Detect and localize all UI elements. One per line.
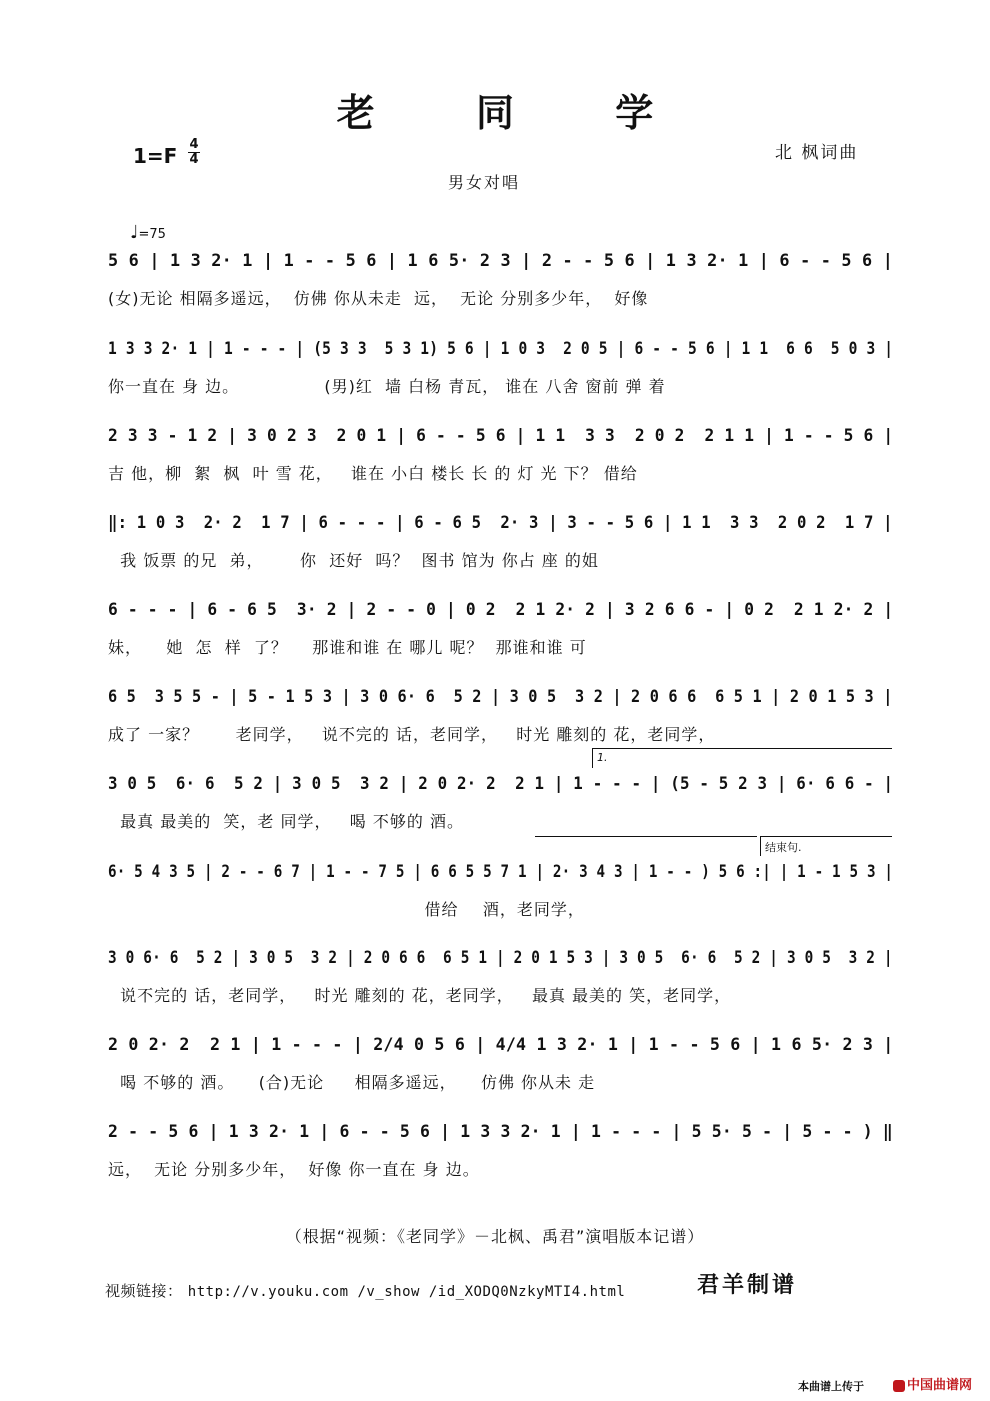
staff-notes: 2 - - 5 6 | 1 3 2· 1 | 6 - - 5 6 | 1 3 3 2· 1 | 1 - - - | 5 5· 5 - | 5 - - ) ‖ [108,1122,893,1142]
video-url[interactable]: http://v.youku.com /v_show /id_XODQ0NzkyMTI4.html [187,1284,626,1300]
staff-notes: 2 3 3 - 1 2 | 3 0 2 3 2 0 1 | 6 - - 5 6 | 1 1 3 3 2 0 2 2 1 1 | 1 - - 5 6 | [108,426,894,446]
time-sig-top: 4 [189,137,199,152]
staff-row [108,860,893,924]
staff-notes: 3 0 6· 6 5 2 | 3 0 5 3 2 | 2 0 6 6 6 5 1 | 2 0 1 5 3 | 3 0 5 6· 6 5 2 | 3 0 5 3 2 | [108,948,893,968]
staff-notes: 1 3 3 2· 1 | 1 - - - | (5 3 3 5 3 1) 5 6 | 1 0 3 2 0 5 | 6 - - 5 6 | 1 1 6 6 5 0 3 | [108,339,894,359]
staff-row [108,337,893,401]
staff-notes: ‖: 1 0 3 2· 2 1 7 | 6 - - - | 6 - 6 5 2· 3 | 3 - - 5 6 | 1 1 3 3 2 0 2 1 7 | [108,513,893,533]
site-logo[interactable] [893,1374,972,1393]
video-link [105,1280,625,1301]
staff-lyrics: 你一直在 身 边。 (男)红 墙 白杨 青瓦， 谁在 八舍 窗前 弹 着 [108,377,666,396]
staff-row [108,685,893,749]
staff-notes: 5 6 | 1 3 2· 1 | 1 - - 5 6 | 1 6 5· 2 3 | 2 - - 5 6 | 1 3 2· 1 | 6 - - 5 6 | [108,251,894,271]
first-ending-label: 1. [597,751,608,764]
composer-credit: 北 枫词曲 [775,143,859,163]
transcriber-signature: 君羊制谱 [697,1272,798,1298]
tempo-marking [130,222,166,243]
staff-lyrics: 妹， 她 怎 样 了？ 那谁和谁 在 哪儿 呢？ 那谁和谁 可 [108,638,587,657]
staff-row [108,424,893,488]
staff-notes: 3 0 5 6· 6 5 2 | 3 0 5 3 2 | 2 0 2· 2 2 1 | 1 - - - | (5 - 5 2 3 | 6· 6 6 - | [108,774,894,794]
staff-lyrics: 吉 他，柳 絮 枫 叶 雪 花， 谁在 小白 楼长 长 的 灯 光 下？ 借给 [108,464,638,483]
upload-credit: 本曲谱上传于 [798,1380,864,1393]
tempo-value: =75 [138,227,166,242]
quarter-note-icon: ♩ [130,222,139,243]
staff-lyrics: 说不完的 话，老同学， 时光 雕刻的 花，老同学， 最真 最美的 笑，老同学， [108,986,732,1005]
staff-row [108,1033,893,1097]
time-sig-bottom: 4 [189,152,199,167]
staff-lyrics: 最真 最美的 笑，老 同学， 喝 不够的 酒。 [108,812,464,831]
staff-lyrics: 我 饭票 的兄 弟， 你 还好 吗？ 图书 馆为 你占 座 的姐 [108,551,599,570]
song-title: 老 同 学 [336,90,698,135]
site-name: 中国曲谱网 [907,1378,973,1393]
time-signature [188,138,200,167]
first-ending-bracket [592,748,892,768]
second-ending-label: 结束句. [765,841,802,854]
source-note: （根据“视频：《老同学》－北枫、禹君”演唱版本记谱） [285,1227,705,1246]
staff-row [108,1120,893,1184]
staff-lyrics: 成了 一家？ 老同学， 说不完的 话，老同学， 时光 雕刻的 花，老同学， [108,725,716,744]
staff-row [108,946,893,1010]
staff-lyrics: (女)无论 相隔多遥远， 仿佛 你从未走 远， 无论 分别多少年， 好像 [108,289,649,308]
staff-notes: 6 - - - | 6 - 6 5 3· 2 | 2 - - 0 | 0 2 2 1 2· 2 | 3 2 6 6 - | 0 2 2 1 2· 2 | [108,600,894,620]
staff-notes: 2 0 2· 2 2 1 | 1 - - - | 2/4 0 5 6 | 4/4 1 3 2· 1 | 1 - - 5 6 | 1 6 5· 2 3 | [108,1035,894,1055]
staff-row [108,249,893,313]
staff-lyrics: 借给 酒，老同学， [108,900,585,919]
staff-notes: 6 5 3 5 5 - | 5 - 1 5 3 | 3 0 6· 6 5 2 | 3 0 5 3 2 | 2 0 6 6 6 5 1 | 2 0 1 5 3 | [108,687,893,707]
performance-subtitle: 男女对唱 [448,173,521,192]
staff-row [108,511,893,575]
staff-row [108,598,893,662]
key-signature: 1=F [133,144,178,168]
staff-row [108,772,893,836]
second-ending-bracket [760,836,892,856]
site-logo-icon [893,1380,905,1392]
first-ending-continuation [535,836,757,838]
staff-lyrics: 远， 无论 分别多少年， 好像 你一直在 身 边。 [108,1160,480,1179]
staff-lyrics: 喝 不够的 酒。 (合)无论 相隔多遥远， 仿佛 你从未 走 [108,1073,596,1092]
video-label: 视频链接： [105,1282,183,1300]
staff-notes: 6· 5 4 3 5 | 2 - - 6 7 | 1 - - 7 5 | 6 6 5 5 7 1 | 2· 3 4 3 | 1 - - ) 5 6 :| | 1 - 1 5 3 | [108,862,894,882]
